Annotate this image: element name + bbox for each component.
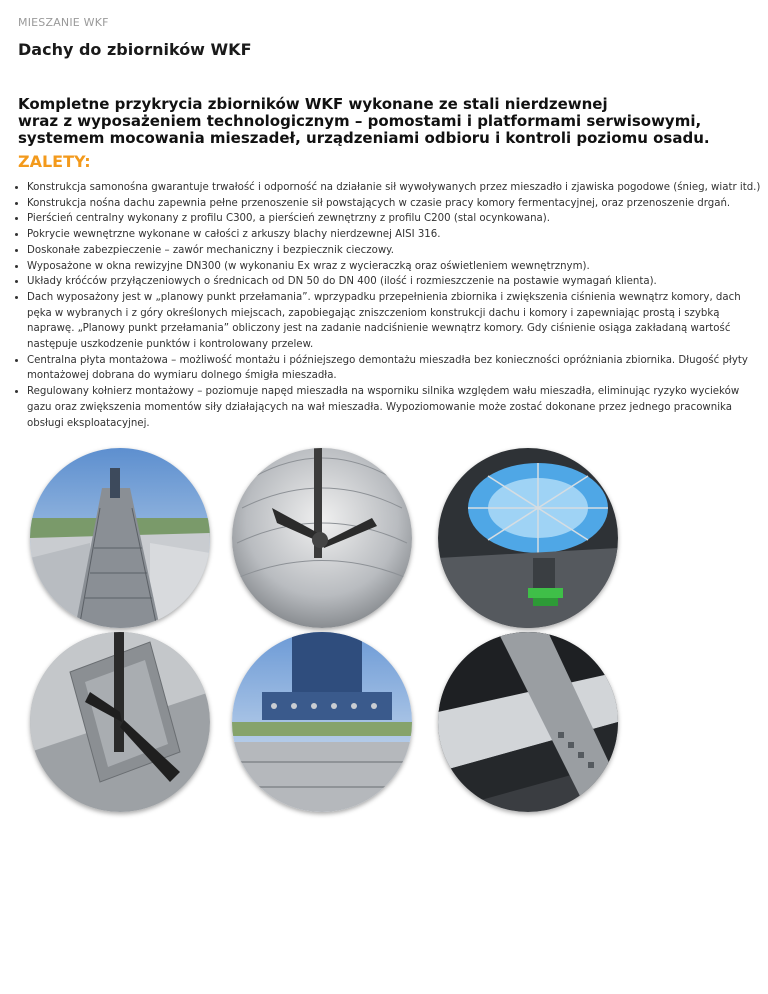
feature-item: • Układy króćców przyłączeniowych o średnicach od DN 50 do DN 400 (ilość i rozmieszczenie na postawie wymagań klienta). [27,274,762,290]
page-title: Dachy do zbiorników WKF [18,40,252,59]
feature-item: • Pierścień centralny wykonany z profilu C300, a pierścień zewnętrzny z profilu C200 (stal ocynkowana). [27,211,762,227]
feature-item: • Konstrukcja samonośna gwarantuje trwałość i odporność na działanie sił wywoływanych przez mieszadło i zjawiska pogodowe (śnieg, wiatr itd.) [27,180,762,196]
feature-item: • Regulowany kołnierz montażowy – poziomuje napęd mieszadła na wsporniku silnika względem wału mieszadła, eliminując ryzyko wycieków gazu oraz zwiększenia momentów siły działających na wał mieszadła. Wypoziomowanie może zostać dokonane przez jednego pracownika obsługi eksploatacyjnej. [27,384,762,431]
dome-skylight-photo [438,448,618,628]
tank-interior-mixer-photo [232,448,412,628]
feature-item: • Pokrycie wewnętrzne wykonane w całości z arkuszy blachy nierdzewnej AISI 316. [27,227,762,243]
breadcrumb: MIESZANIE WKF [18,16,109,29]
feature-item: • Centralna płyta montażowa – możliwość montażu i późniejszego demontażu mieszadła bez konieczności opróżniania zbiornika. Długość płyty montażowej dobrana do wymiaru dolnego śmigła mieszadła. [27,353,762,384]
mixer-shaft-plate-photo [30,632,210,812]
mounting-flange-photo [232,632,412,812]
feature-item: • Konstrukcja nośna dachu zapewnia pełne przenoszenie sił powstających w czasie pracy komory fermentacyjnej, oraz przenoszenie drgań. [27,196,762,212]
feature-list [10,180,762,431]
lead-line: systemem mocowania mieszadeł, urządzeniami odbioru i kontroli poziomu osadu. [18,129,710,147]
lead-heading [18,96,753,147]
advantages-heading: ZALETY: [18,152,91,171]
roof-structure-detail-photo [438,632,618,812]
feature-item: • Dach wyposażony jest w „planowy punkt przełamania”. wprzypadku przepełnienia zbiornika i zwiększenia ciśnienia wewnątrz komory, dach pęka w wybranych i z góry określonych miejscach, zapobiegając zniszczeniom konstrukcji dachu i komory i zapewniając prostą i szybką naprawę. „Planowy punkt przełamania” obliczony jest na zadanie nadciśnienie wewnątrz komory. Gdy ciśnienie osiąga zakładaną wartość następuje uszkodzenie punktów i kontrolowany przelew. [27,290,762,353]
lead-line: Kompletne przykrycia zbiorników WKF wykonane ze stali nierdzewnej [18,95,608,113]
feature-item: • Doskonałe zabezpieczenie – zawór mechaniczny i bezpiecznik cieczowy. [27,243,762,259]
feature-item: • Wyposażone w okna rewizyjne DN300 (w wykonaniu Ex wraz z wycieraczką oraz oświetleniem wewnętrznym). [27,259,762,275]
lead-line: wraz z wyposażeniem technologicznym – pomostami i platformami serwisowymi, [18,112,702,130]
roof-walkway-photo [30,448,210,628]
